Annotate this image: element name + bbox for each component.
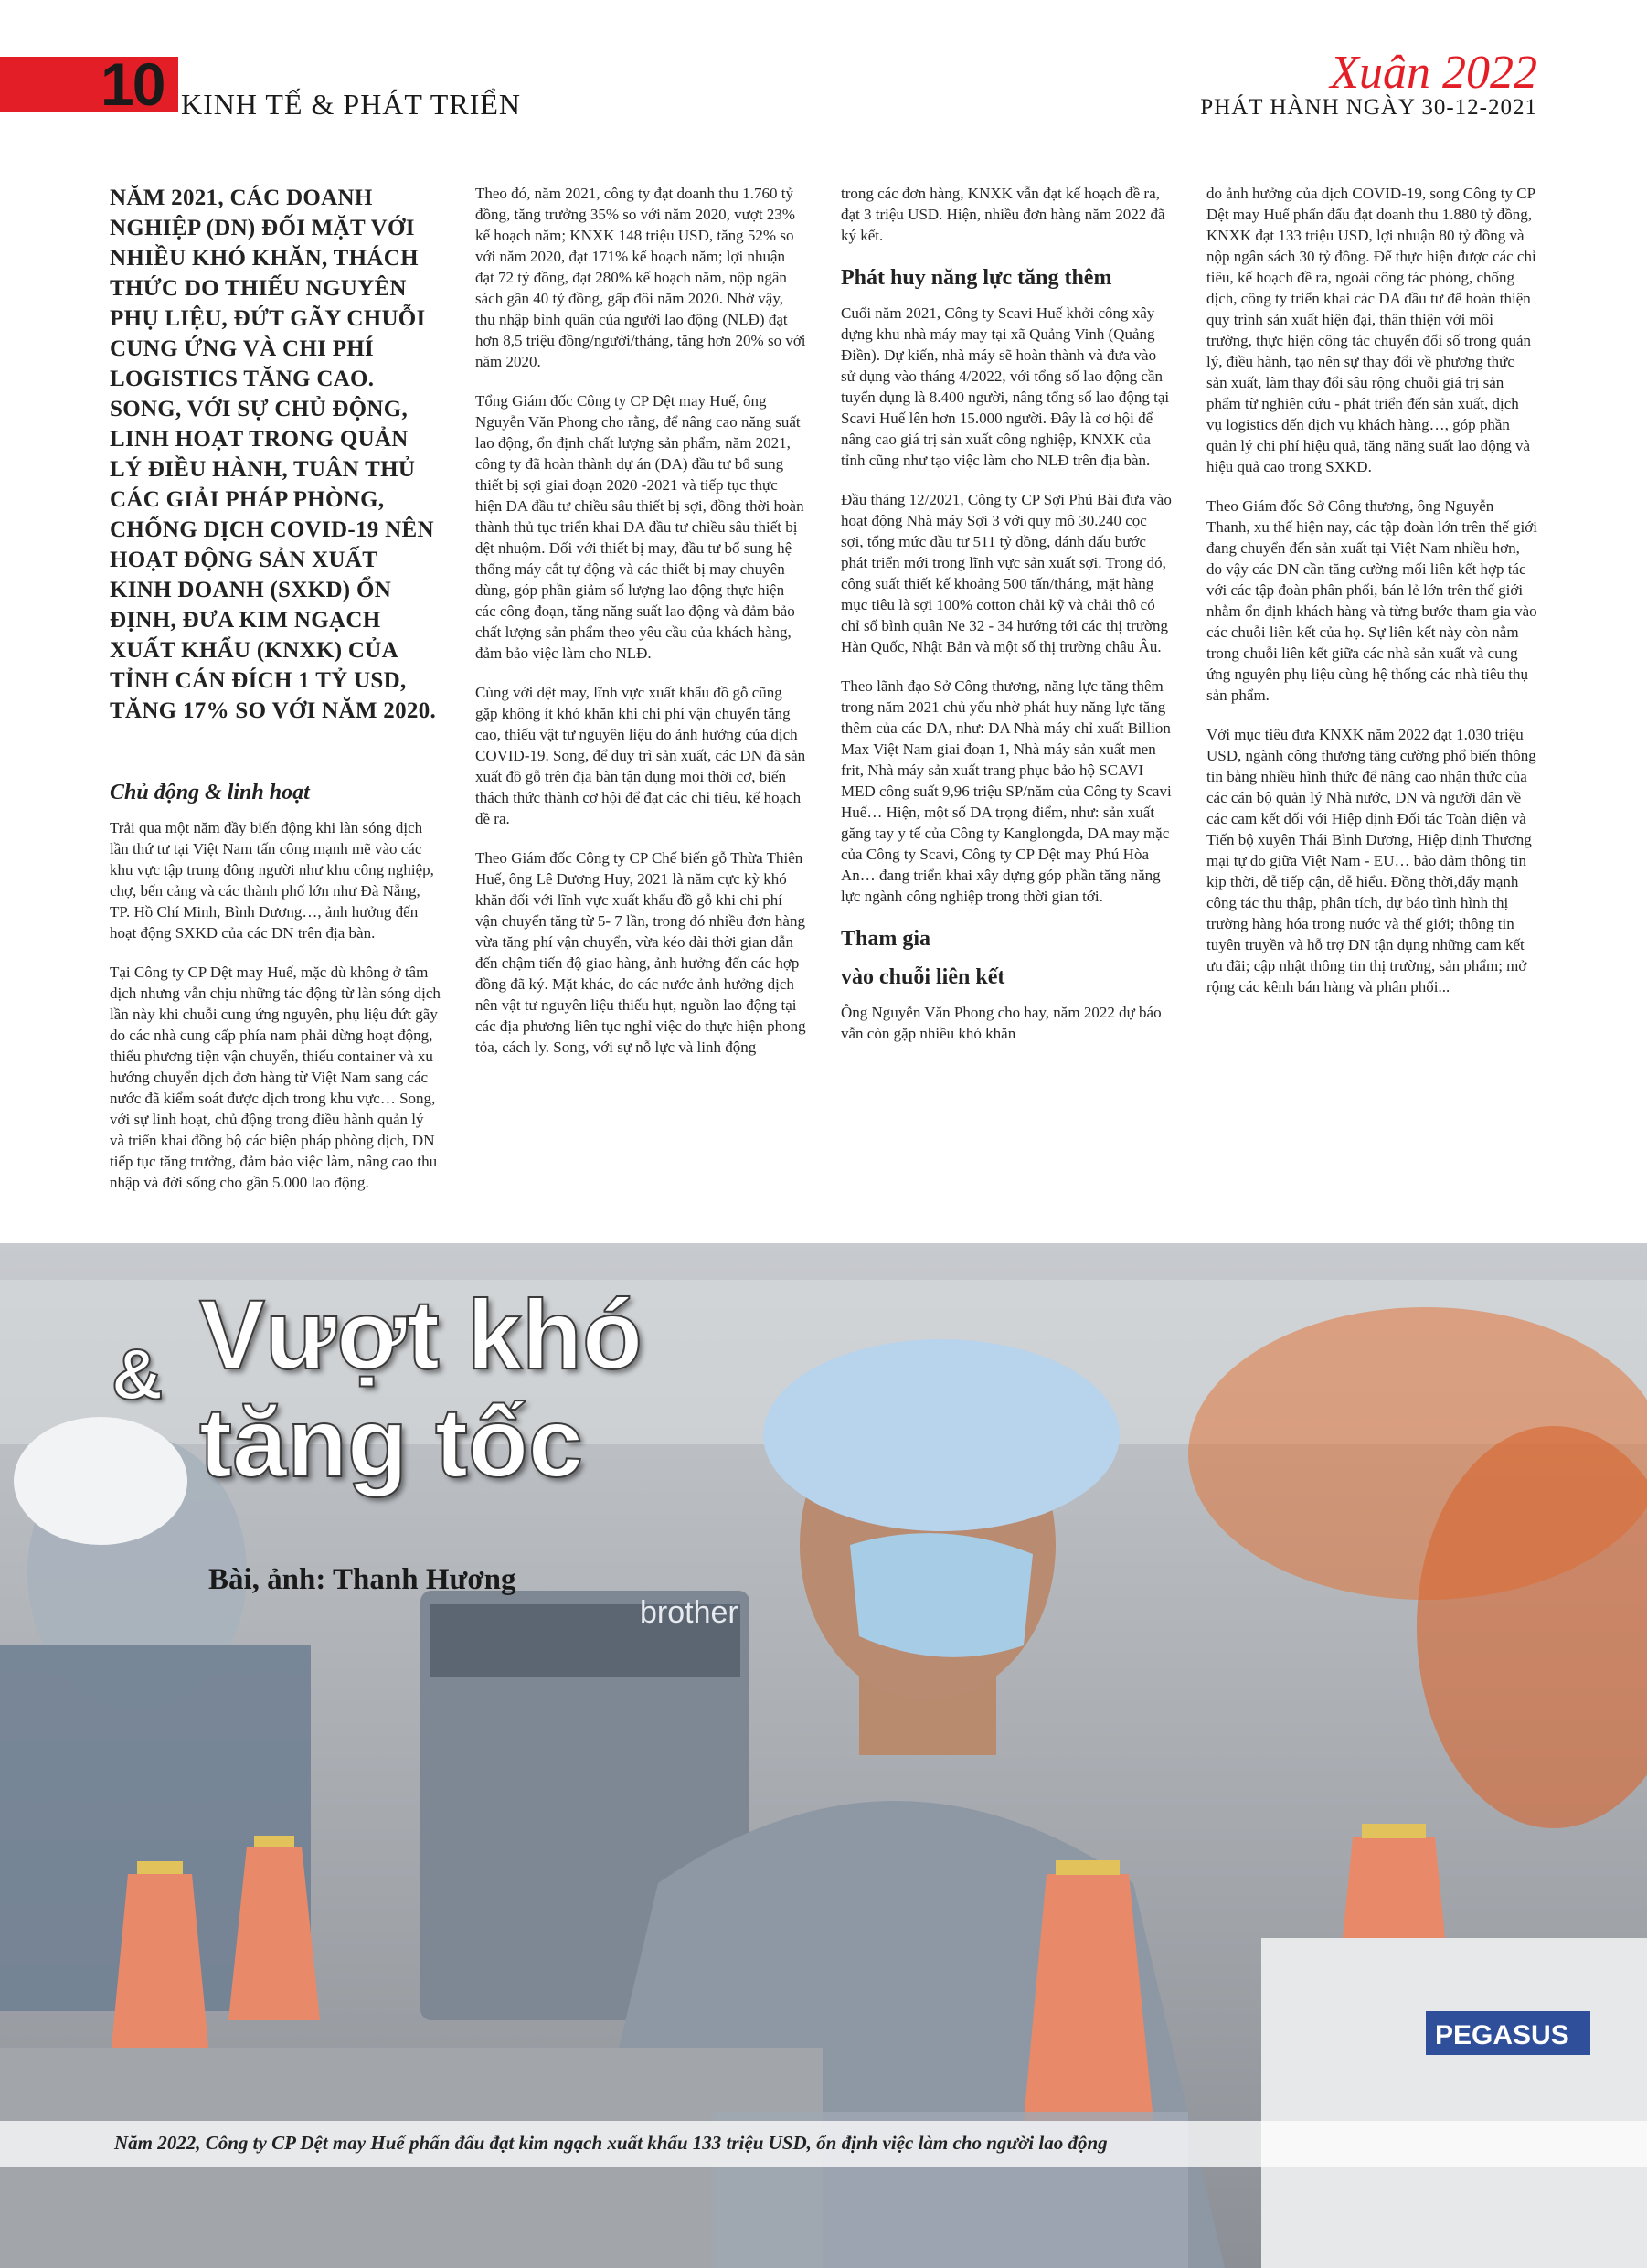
column-2 [475, 183, 806, 1076]
machine-brand-label: brother [640, 1595, 738, 1630]
paragraph: Theo Giám đốc Sở Công thương, ông Nguyễn Thanh, xu thế hiện nay, các tập đoàn lớn trên thế giới đang chuyển đến sản xuất tại Việt Nam nhiều hơn, do vậy các DN cần tăng cường mối liên kết hợp tác với các tập đoàn phân phối, bán lẻ lớn trên thế giới nhằm ổn định khách hàng và từng bước tham gia vào các chuỗi liên kết của họ. Sự liên kết này còn nằm trong chuỗi liên kết giữa các nhà sản xuất và cung ứng nguyên phụ liệu cùng hệ thống các nhà tiêu thụ sản phẩm. [1206, 497, 1537, 704]
feature-title-line-2: tăng tốc [199, 1387, 583, 1497]
subhead-phat-huy: Phát huy năng lực tăng thêm [841, 266, 1112, 290]
byline: Bài, ảnh: Thanh Hương [208, 1563, 516, 1596]
paragraph: Ông Nguyễn Văn Phong cho hay, năm 2022 dự báo vẫn còn gặp nhiều khó khăn [841, 1004, 1162, 1042]
paragraph: Theo đó, năm 2021, công ty đạt doanh thu 1.760 tỷ đồng, tăng trưởng 35% so với năm 2020, vượt 23% kế hoạch năm; KNXK 148 triệu USD, tăng 52% so với năm 2020, đạt 171% kế hoạch năm; lợi nhuận đạt 72 tỷ đồng, đạt 280% kế hoạch năm, nộp ngân sách gần 40 tỷ đồng, gấp đôi năm 2020. Nhờ vậy, thu nhập bình quân của người lao động (NLĐ) đạt hơn 8,5 triệu đồng/người/tháng, tăng hơn 20% so với năm 2020. [475, 185, 806, 370]
pegasus-brand-label: PEGASUS [1435, 2020, 1569, 2050]
subhead-chu-dong: Chủ động & linh hoạt [110, 781, 310, 804]
paragraph: Đầu tháng 12/2021, Công ty CP Sợi Phú Bài đưa vào hoạt động Nhà máy Sợi 3 với quy mô 30.240 cọc sợi, tổng mức đầu tư 511 tỷ đồng, đánh dấu bước phát triển mới trong lĩnh vực sản xuất sợi. Trong đó, công suất thiết kế khoảng 500 tấn/tháng, mặt hàng mục tiêu là sợi 100% cotton chải kỹ và chải thô có chỉ số bình quân Ne 32 - 34 hướng tới các thị trường Hàn Quốc, Nhật Bản và một số thị trường châu Âu. [841, 491, 1172, 655]
subhead-chuoi-lien-ket: vào chuỗi liên kết [841, 965, 1005, 989]
paragraph: Theo Giám đốc Công ty CP Chế biến gỗ Thừa Thiên Huế, ông Lê Dương Huy, 2021 là năm cực kỳ khó khăn đối với lĩnh vực xuất khẩu đồ gỗ khi chi phí vận chuyển tăng từ 5- 7 lần, trong đó nhiều đơn hàng vừa tăng phí vận chuyển, vừa kéo dài thời gian dẫn đến chậm tiến độ giao hàng, ảnh hưởng đến các hợp đồng đã ký. Mặt khác, do các nước ảnh hưởng dịch nên vật tư nguyên liệu thiếu hụt, nguồn lao động tại các địa phương liên tục nghỉ việc do thực hiện phong tỏa, cách ly. Song, với sự nỗ lực và linh động [475, 849, 806, 1056]
paragraph: Cuối năm 2021, Công ty Scavi Huế khởi công xây dựng khu nhà máy may tại xã Quảng Vinh (Quảng Điền). Dự kiến, nhà máy sẽ hoàn thành và đưa vào sử dụng vào tháng 4/2022, với tổng số lao động cần tuyển dụng là 8.400 người, nâng tổng số lao động tại Scavi Huế lên hơn 15.000 người. Đây là cơ hội để nâng cao giá trị sản xuất công nghiệp, KNXK của tỉnh cũng như tạo việc làm cho NLĐ trên địa bàn. [841, 304, 1170, 469]
paragraph: Theo lãnh đạo Sở Công thương, năng lực tăng thêm trong năm 2021 chủ yếu nhờ phát huy năng lực tăng thêm của các DA, như: DA Nhà máy chỉ xuất Billion Max Việt Nam giai đoạn 1, Nhà máy sản xuất men frit, Nhà máy sản xuất trang phục bảo hộ SCAVI MED công suất 9,96 triệu SP/năm của Công ty Scavi Huế… Hiện, một số DA trọng điểm, như: sản xuất găng tay y tế của Công ty Kanglongda, DA may mặc của Công ty Scavi, Công ty CP Dệt may Phú Hòa An… đang triển khai xây dựng góp phần tăng năng lực ngành công nghiệp trong thời gian tới. [841, 677, 1172, 905]
paragraph: Với mục tiêu đưa KNXK năm 2022 đạt 1.030 triệu USD, ngành công thương tăng cường phổ biến thông tin bằng nhiều hình thức để nâng cao nhận thức của các cán bộ quản lý Nhà nước, DN và người dân về các cam kết đối với Hiệp định Đối tác Toàn diện và Tiến bộ xuyên Thái Bình Dương, Hiệp định Thương mại tự do giữa Việt Nam - EU… bảo đảm thông tin kịp thời, dễ tiếp cận, dễ hiểu. Đồng thời,đẩy mạnh công tác thu thập, phân tích, dự báo tình hình thị trường hàng hóa trong nước và thế giới; thông tin tuyên truyền và hỗ trợ DN tận dụng những cam kết ưu đãi; cập nhật thông tin thị trường, sản phẩm; mở rộng các kênh bán hàng và phân phối... [1206, 726, 1536, 996]
column-3 [841, 183, 1172, 1062]
article-lede: NĂM 2021, CÁC DOANH NGHIỆP (DN) ĐỐI MẶT VỚI NHIỀU KHÓ KHĂN, THÁCH THỨC DO THIẾU NGUYÊN PHỤ LIỆU, ĐỨT GÃY CHUỖI CUNG ỨNG VÀ CHI PHÍ LOGISTICS TĂNG CAO. SONG, VỚI SỰ CHỦ ĐỘNG, LINH HOẠT TRONG QUẢN LÝ ĐIỀU HÀNH, TUÂN THỦ CÁC GIẢI PHÁP PHÒNG, CHỐNG DỊCH COVID-19 NÊN HOẠT ĐỘNG SẢN XUẤT KINH DOANH (SXKD) ỔN ĐỊNH, ĐƯA KIM NGẠCH XUẤT KHẨU (KNXK) CỦA TỈNH CÁN ĐÍCH 1 TỶ USD, TĂNG 17% SO VỚI NĂM 2020. [110, 186, 437, 723]
photo-caption: Năm 2022, Công ty CP Dệt may Huế phấn đấu đạt kim ngạch xuất khẩu 133 triệu USD, ổn định việc làm cho người lao động [114, 2132, 1108, 2154]
paragraph: trong các đơn hàng, KNXK vẫn đạt kế hoạch đề ra, đạt 3 triệu USD. Hiện, nhiều đơn hàng năm 2022 đã ký kết. [841, 185, 1165, 244]
column-1 [110, 183, 441, 1211]
paragraph: Tổng Giám đốc Công ty CP Dệt may Huế, ông Nguyễn Văn Phong cho rằng, để nâng cao năng suất lao động, ổn định chất lượng sản phẩm, năm 2021, công ty đã hoàn thành dự án (DA) đầu tư bổ sung thiết bị sợi giai đoạn 2020 -2021 và tiếp tục thực hiện DA đầu tư chiều sâu thiết bị sợi, đồng thời hoàn thành thủ tục triển khai DA đầu tư chiều sâu thiết bị dệt nhuộm. Đối với thiết bị may, đầu tư bổ sung hệ thống máy cắt tự động và các thiết bị may chuyên dùng, góp phần giảm số lượng lao động thực hiện các công đoạn, tăng năng suất lao động và đảm bảo chất lượng sản phẩm theo yêu cầu của khách hàng, đảm bảo việc làm cho NLĐ. [475, 392, 804, 662]
page-number: 10 [101, 50, 165, 118]
section-title: KINH TẾ & PHÁT TRIỂN [181, 88, 521, 121]
feature-title-ampersand: & [112, 1334, 164, 1414]
subhead-tham-gia: Tham gia [841, 927, 931, 951]
feature-title [199, 1279, 643, 1497]
paragraph: Trải qua một năm đầy biến động khi làn sóng dịch lần thứ tư tại Việt Nam tấn công mạnh mẽ vào các khu vực tập trung đông người như khu công nghiệp, chợ, bến cảng và các thành phố lớn như Đà Nẵng, TP. Hồ Chí Minh, Bình Dương…, ảnh hưởng đến hoạt động SXKD của các DN trên địa bàn. [110, 819, 434, 942]
issue-date: PHÁT HÀNH NGÀY 30-12-2021 [1200, 95, 1537, 120]
column-4 [1206, 183, 1537, 1016]
feature-title-line-1: Vượt khó [199, 1279, 643, 1390]
paragraph: do ảnh hưởng của dịch COVID-19, song Công ty CP Dệt may Huế phấn đấu đạt doanh thu 1.880 tỷ đồng, KNXK đạt 133 triệu USD, lợi nhuận 80 tỷ đồng và nộp ngân sách 30 tỷ đồng. Để thực hiện được các chỉ tiêu, kế hoạch đề ra, ngoài công tác phòng, chống dịch, công ty triển khai các DA đầu tư để hoàn thiện quy trình sản xuất hiện đại, thân thiện với môi trường, thực hiện công tác chuyển đổi số trong quản lý, điều hành, tạo nên sự thay đổi về phương thức sản xuất, làm thay đổi sâu rộng chuỗi giá trị sản phẩm từ nghiên cứu - phát triển đến sản xuất, dịch vụ logistics đến dịch vụ khách hàng…, góp phần quản lý chi phí hiệu quả, tăng năng suất lao động và hiệu quả cao trong SXKD. [1206, 185, 1536, 475]
page-header [0, 0, 1647, 128]
issue-brand: Xuân 2022 [1330, 47, 1537, 99]
paragraph: Cùng với dệt may, lĩnh vực xuất khẩu đồ gỗ cũng gặp không ít khó khăn khi chi phí vận chuyển tăng cao, thiếu vật tư nguyên liệu do ảnh hưởng của dịch COVID-19. Song, để duy trì sản xuất, các DN đã sản xuất đồ gỗ trên địa bàn tận dụng mọi thời cơ, biến thách thức thành cơ hội để đạt các chỉ tiêu, kế hoạch đề ra. [475, 684, 806, 827]
paragraph: Tại Công ty CP Dệt may Huế, mặc dù không ở tâm dịch nhưng vẫn chịu những tác động từ làn sóng dịch lần này khi chuỗi cung ứng nguyên, phụ liệu đứt gãy do các nhà cung cấp phía nam phải dừng hoạt động, thiếu phương tiện vận chuyển, thiếu container và xu hướng chuyển dịch đơn hàng từ Việt Nam sang các nước đã kiểm soát được dịch trong khu vực… Song, với sự linh hoạt, chủ động trong điều hành quản lý và triển khai đồng bộ các biện pháp phòng dịch, DN tiếp tục tăng trưởng, đảm bảo việc làm, nâng cao thu nhập và đời sống cho gần 5.000 lao động. [110, 964, 441, 1191]
article-columns [110, 183, 1537, 1243]
